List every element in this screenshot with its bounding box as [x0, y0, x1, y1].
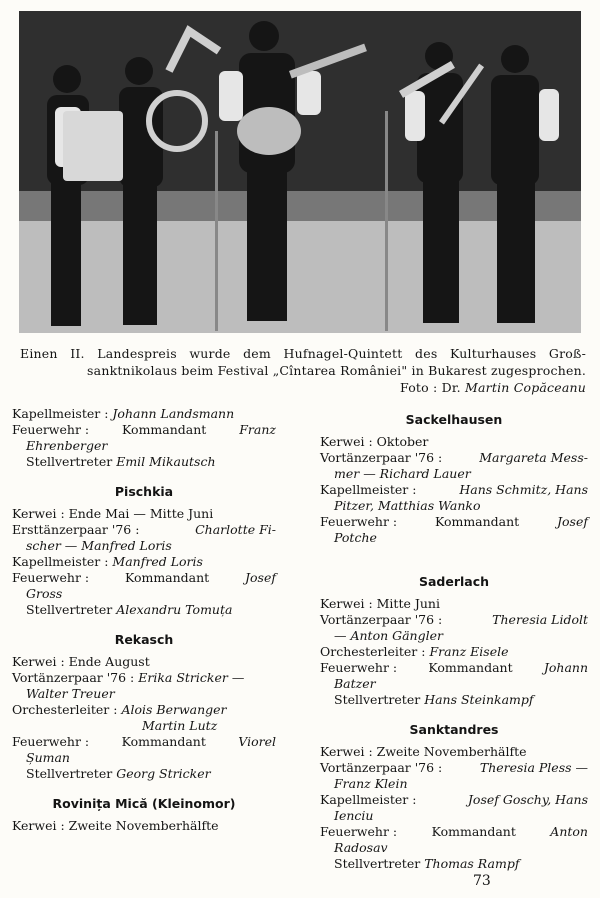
stellvertreter-name: Thomas Rampf [424, 856, 520, 871]
stellvertreter-line [12, 766, 276, 782]
feuerwehr-line [12, 422, 276, 438]
kommandant-first: Josef [245, 570, 276, 585]
feuerwehr-label: Feuerwehr : [12, 570, 90, 585]
kerwei-line: Kerwei : Ende August [12, 654, 150, 669]
kerwei-line: Kerwei : Ende Mai — Mitte Juni [12, 506, 214, 521]
ersttaenzer-label: Ersttänzerpaar '76 : [12, 522, 140, 537]
vortaenzer-line [12, 670, 276, 686]
feuerwehr-line [12, 570, 276, 586]
heading-saderlach: Saderlach [418, 574, 490, 589]
vortaenzer-line [320, 760, 588, 776]
vortaenzer-b: — Anton Gängler [334, 628, 443, 643]
kerwei-line: Kerwei : Mitte Juni [320, 596, 440, 611]
heading-sanktandres: Sanktandres [409, 722, 499, 737]
vortaenzer-a: Theresia Lidolt [492, 612, 588, 627]
kommandant-label: Kommandant [428, 660, 513, 675]
section-rovinita [12, 818, 276, 834]
kapellmeister-name: Johann Landsmann [112, 406, 235, 421]
stellvertreter-name: Hans Steinkampf [424, 692, 534, 707]
kapellmeister-line [12, 554, 276, 570]
heading-pischkia: Pischkia [114, 484, 174, 499]
stellvertreter-label: Stellvertreter [334, 692, 421, 707]
kapellmeister-label: Kapellmeister : [12, 406, 109, 421]
kommandant-label: Kommandant [124, 570, 210, 585]
kommandant-label: Kommandant [122, 422, 207, 437]
kommandant-last: Ehrenberger [26, 438, 108, 453]
stellvertreter-line [12, 454, 276, 470]
photo-caption [20, 345, 586, 396]
orchesterleiter-name: Franz Eisele [429, 644, 509, 659]
feuerwehr-line [320, 514, 588, 530]
kommandant-label: Kommandant [121, 734, 206, 749]
kapellmeister-label: Kapellmeister : [12, 554, 109, 569]
section-rekasch [12, 654, 276, 782]
vortaenzer-line [320, 450, 588, 466]
heading-rovinita: Rovinița Mică (Kleinomor) [52, 796, 236, 811]
caption-line-2: sanktnikolaus beim Festival „Cîntarea României" in Bukarest zugesprochen. [87, 363, 586, 378]
vortaenzer-b: Franz Klein [334, 776, 408, 791]
kommandant-last: Gross [26, 586, 63, 601]
kapellmeister-line [320, 792, 588, 808]
kapellmeister-name: Manfred Loris [112, 554, 203, 569]
credit-name: Martin Copăceanu [465, 380, 586, 395]
feuerwehr-label: Feuerwehr : [320, 824, 398, 839]
section-top [12, 406, 276, 470]
vortaenzer-b: Walter Treuer [26, 686, 115, 701]
kapellmeister-label: Kapellmeister : [320, 792, 417, 807]
vortaenzer-a: Theresia Pless — [479, 760, 588, 775]
section-saderlach [320, 596, 588, 708]
photo-credit [20, 379, 586, 396]
kerwei-line: Kerwei : Zweite Novemberhälfte [12, 818, 219, 833]
feuerwehr-label: Feuerwehr : [320, 514, 398, 529]
orchesterleiter-label: Orchesterleiter : [12, 702, 118, 717]
stellvertreter-name: Emil Mikautsch [116, 454, 216, 469]
kapellmeister-a: Hans Schmitz, Hans [459, 482, 588, 497]
vortaenzer-label: Vortänzerpaar '76 : [320, 612, 443, 627]
orchesterleiter-line [12, 702, 276, 718]
vortaenzer-b: mer — Richard Lauer [334, 466, 471, 481]
kommandant-last: Șuman [26, 750, 70, 765]
kapellmeister-line [12, 406, 276, 422]
kapellmeister-a: Josef Goschy, Hans [467, 792, 588, 807]
stellvertreter-label: Stellvertreter [26, 766, 113, 781]
stellvertreter-label: Stellvertreter [26, 602, 113, 617]
feuerwehr-label: Feuerwehr : [12, 734, 90, 749]
vortaenzer-a: Margareta Mess- [479, 450, 588, 465]
feuerwehr-line [320, 660, 588, 676]
stellvertreter-name: Georg Stricker [116, 766, 211, 781]
section-sanktandres [320, 744, 588, 872]
stellvertreter-name: Alexandru Tomuța [116, 602, 233, 617]
stellvertreter-label: Stellvertreter [334, 856, 421, 871]
credit-prefix: Foto : Dr. [400, 380, 461, 395]
ersttaenzer-b: scher — Manfred Loris [26, 538, 172, 553]
vortaenzer-a: Erika Stricker — [138, 670, 245, 685]
kerwei-line: Kerwei : Oktober [320, 434, 429, 449]
vortaenzer-label: Vortänzerpaar '76 : [320, 450, 443, 465]
orchesterleiter-label: Orchesterleiter : [320, 644, 426, 659]
left-column [12, 406, 276, 834]
kapellmeister-label: Kapellmeister : [320, 482, 417, 497]
feuerwehr-line [320, 824, 588, 840]
kapellmeister-line [320, 482, 588, 498]
heading-sackelhausen: Sackelhausen [405, 412, 503, 427]
stellvertreter-line [320, 856, 588, 872]
stellvertreter-label: Stellvertreter [26, 454, 113, 469]
kapellmeister-b: Pitzer, Matthias Wanko [334, 498, 481, 513]
kommandant-first: Johann [543, 660, 588, 675]
kommandant-first: Josef [557, 514, 588, 529]
kommandant-last: Batzer [334, 676, 376, 691]
section-pischkia [12, 506, 276, 618]
heading-rekasch: Rekasch [114, 632, 174, 647]
band-photo [19, 11, 581, 333]
kommandant-label: Kommandant [431, 824, 516, 839]
feuerwehr-line [12, 734, 276, 750]
orchesterleiter-a: Alois Berwanger [121, 702, 227, 717]
orchesterleiter-b: Martin Lutz [142, 718, 218, 733]
kommandant-first: Viorel [238, 734, 276, 749]
ersttaenzer-a: Charlotte Fi- [195, 522, 276, 537]
stellvertreter-line [12, 602, 276, 618]
kommandant-last: Potche [334, 530, 377, 545]
caption-line-1: Einen II. Landespreis wurde dem Hufnagel-Quintett des Kulturhauses Groß- [20, 346, 586, 361]
kommandant-label: Kommandant [434, 514, 520, 529]
feuerwehr-label: Feuerwehr : [12, 422, 90, 437]
vortaenzer-label: Vortänzerpaar '76 : [320, 760, 443, 775]
section-sackelhausen [320, 434, 588, 546]
vortaenzer-label: Vortänzerpaar '76 : [12, 670, 135, 685]
kommandant-first: Franz [239, 422, 276, 437]
orchesterleiter-line [320, 644, 588, 660]
right-column [320, 412, 588, 872]
vortaenzer-line [320, 612, 588, 628]
kommandant-last: Radosav [334, 840, 388, 855]
page-number: 73 [473, 873, 491, 889]
feuerwehr-label: Feuerwehr : [320, 660, 398, 675]
kommandant-first: Anton [550, 824, 588, 839]
stellvertreter-line [320, 692, 588, 708]
ersttaenzer-line [12, 522, 276, 538]
kerwei-line: Kerwei : Zweite Novemberhälfte [320, 744, 527, 759]
kapellmeister-b: Ienciu [334, 808, 374, 823]
